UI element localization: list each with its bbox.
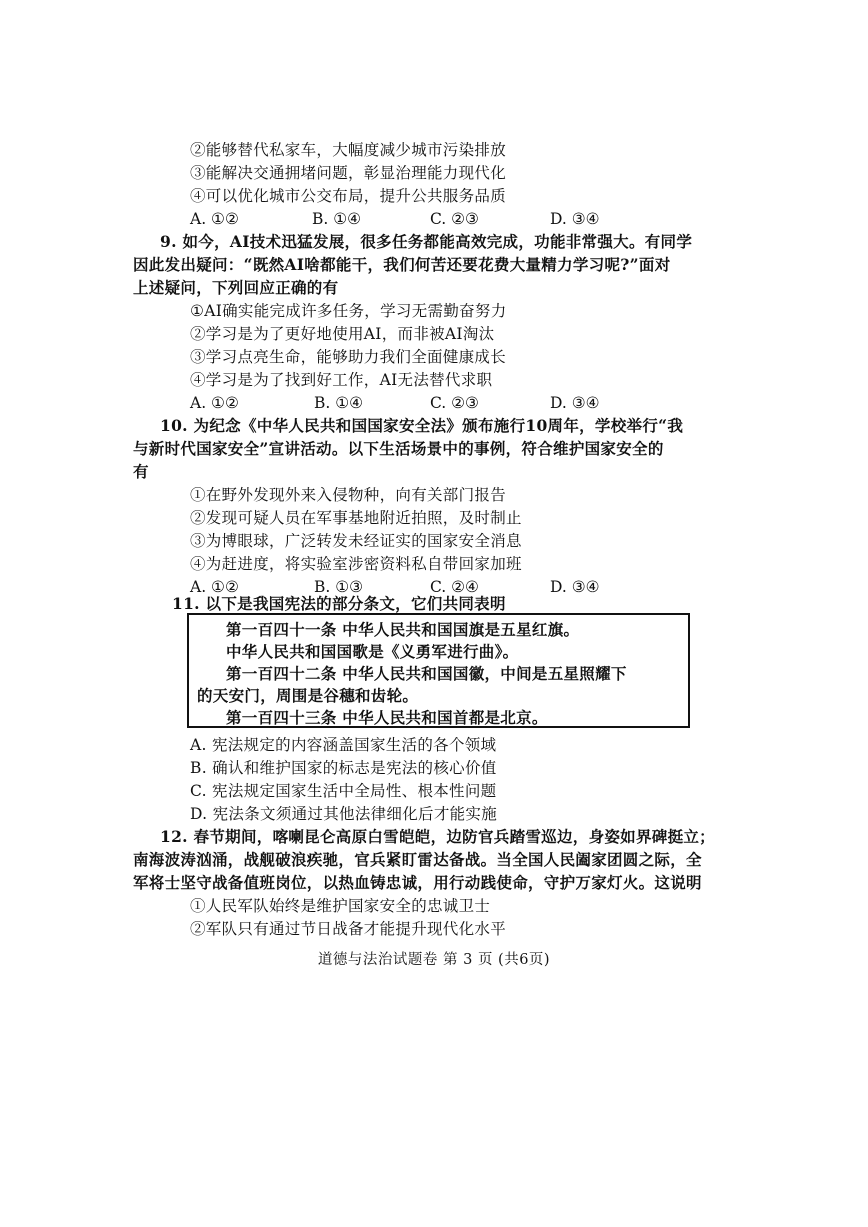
q9-option-d: D. ③④ bbox=[550, 394, 600, 412]
q8-item-2: ②能够替代私家车，大幅度减少城市污染排放 bbox=[190, 141, 507, 159]
q10-option-a: A. ①② bbox=[190, 578, 239, 596]
q10-item-1: ①在野外发现外来入侵物种，向有关部门报告 bbox=[190, 486, 507, 504]
q10-item-2: ②发现可疑人员在军事基地附近拍照，及时制止 bbox=[190, 509, 522, 527]
q8-option-a: A. ①② bbox=[190, 210, 239, 228]
q9-stem-line-2: 因此发出疑问：“既然AI啥都能干，我们何苦还要花费大量精力学习呢?”面对 bbox=[133, 255, 671, 274]
q9-item-1: ①AI确实能完成许多任务，学习无需勤奋努力 bbox=[190, 302, 507, 320]
q9-item-3: ③学习点亮生命，能够助力我们全面健康成长 bbox=[190, 348, 507, 366]
q8-option-d: D. ③④ bbox=[550, 210, 600, 228]
q8-option-c: C. ②③ bbox=[430, 210, 479, 228]
article-142-cont: 的天安门，周围是谷穗和齿轮。 bbox=[197, 686, 419, 705]
article-141-anthem: 中华人民共和国国歌是《义勇军进行曲》。 bbox=[226, 642, 519, 661]
q9-option-c: C. ②③ bbox=[430, 394, 479, 412]
q9-stem-line-3: 上述疑问，下列回应正确的有 bbox=[133, 278, 339, 297]
q11-option-d: D. 宪法条文须通过其他法律细化后才能实施 bbox=[190, 805, 498, 823]
q9-stem-line-1: 9. 如今，AI技术迅猛发展，很多任务都能高效完成，功能非常强大。有同学 bbox=[160, 232, 693, 251]
q12-item-1: ①人民军队始终是维护国家安全的忠诚卫士 bbox=[190, 897, 491, 915]
q10-option-b: B. ①③ bbox=[314, 578, 364, 596]
q12-stem-line-3: 军将士坚守战备值班岗位，以热血铸忠诚，用行动践使命，守护万家灯火。这说明 bbox=[133, 873, 702, 892]
q10-stem-line-3: 有 bbox=[133, 462, 149, 481]
q10-option-d: D. ③④ bbox=[550, 578, 600, 596]
page-footer: 道德与法治试题卷 第 3 页 (共6页) bbox=[317, 952, 551, 968]
q11-stem: 11. 以下是我国宪法的部分条文，它们共同表明 bbox=[172, 594, 506, 613]
q8-option-b: B. ①④ bbox=[312, 210, 362, 228]
q9-item-2: ②学习是为了更好地使用AI，而非被AI淘汰 bbox=[190, 325, 495, 343]
article-142: 第一百四十二条 中华人民共和国国徽，中间是五星照耀下 bbox=[226, 664, 627, 683]
q12-stem-line-1: 12. 春节期间，喀喇昆仑高原白雪皑皑，边防官兵踏雪巡边，身姿如界碑挺立； bbox=[160, 827, 715, 846]
q11-option-b: B. 确认和维护国家的标志是宪法的核心价值 bbox=[190, 759, 497, 777]
q9-item-4: ④学习是为了找到好工作，AI无法替代求职 bbox=[190, 371, 493, 389]
article-141: 第一百四十一条 中华人民共和国国旗是五星红旗。 bbox=[226, 620, 580, 639]
q11-option-c: C. 宪法规定国家生活中全局性、根本性问题 bbox=[190, 782, 497, 800]
q12-stem-line-2: 南海波涛汹涌，战舰破浪疾驰，官兵紧盯雷达备战。当全国人民阖家团圆之际，全 bbox=[133, 850, 702, 869]
q9-option-b: B. ①④ bbox=[314, 394, 364, 412]
q8-item-4: ④可以优化城市公交布局，提升公共服务品质 bbox=[190, 187, 507, 205]
q10-item-3: ③为博眼球，广泛转发未经证实的国家安全消息 bbox=[190, 532, 522, 550]
article-143: 第一百四十三条 中华人民共和国首都是北京。 bbox=[226, 708, 548, 727]
q10-stem-line-2: 与新时代国家安全”宣讲活动。以下生活场景中的事例，符合维护国家安全的 bbox=[133, 439, 664, 458]
q8-item-3: ③能解决交通拥堵问题，彰显治理能力现代化 bbox=[190, 164, 507, 182]
q9-option-a: A. ①② bbox=[190, 394, 239, 412]
q11-option-a: A. 宪法规定的内容涵盖国家生活的各个领域 bbox=[190, 736, 497, 754]
q10-stem-line-1: 10. 为纪念《中华人民共和国国家安全法》颁布施行10周年，学校举行“我 bbox=[160, 416, 684, 435]
q10-option-c: C. ②④ bbox=[430, 578, 479, 596]
q10-item-4: ④为赶进度，将实验室涉密资料私自带回家加班 bbox=[190, 555, 522, 573]
q12-item-2: ②军队只有通过节日战备才能提升现代化水平 bbox=[190, 920, 507, 938]
